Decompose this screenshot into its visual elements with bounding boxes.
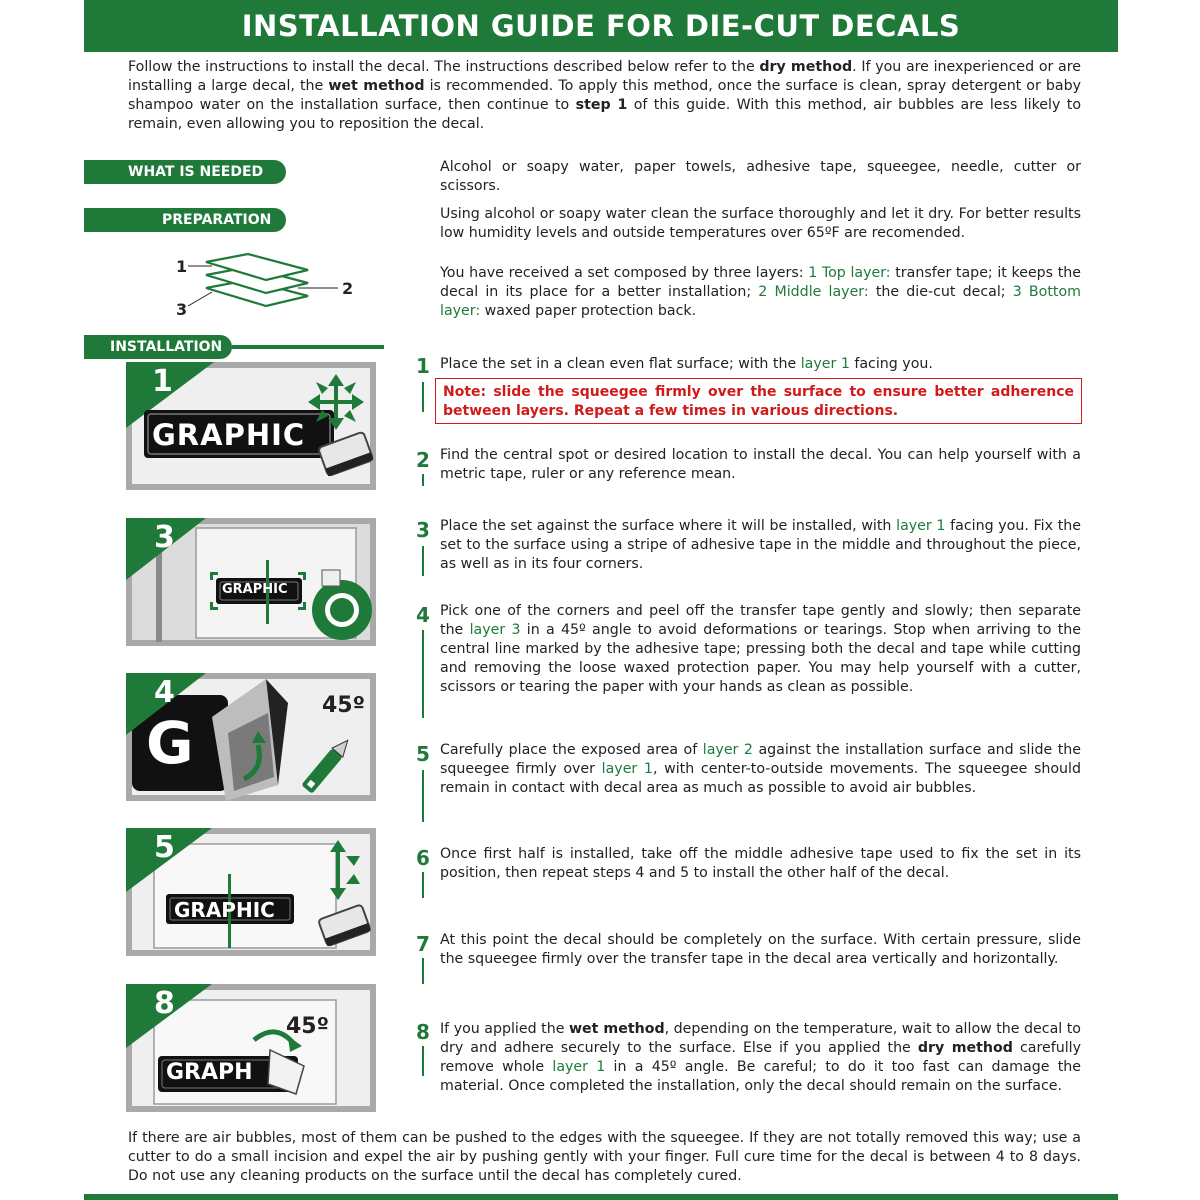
layer-label-2: 2	[342, 279, 354, 298]
intro-bold-step-1: step 1	[575, 97, 628, 113]
panel-4-decal-word: G	[146, 709, 194, 777]
section-installation: INSTALLATION	[84, 335, 232, 359]
intro-text: of this guide. With this method, air bubbles are less likely to remain, even allowing you to reposition the decal.	[128, 97, 1081, 132]
step-5-line	[422, 770, 424, 822]
step-2-line	[422, 474, 424, 486]
step-7-text: At this point the decal should be completely on the surface. With certain pressure, slide the squeegee firmly over the transfer tape in the decal area vertically and horizontally.	[440, 932, 1081, 967]
step-text-part: facing you. Fix the set to the surface using a stripe of adhesive tape in the middle and throughout the piece, as well as in its four corners.	[440, 518, 1082, 572]
step-text-part: Carefully place the exposed area of	[440, 742, 703, 758]
illustration-step-4	[126, 673, 376, 801]
panel-8-decal-word: GRAPH	[166, 1060, 253, 1085]
step-3-text	[440, 517, 1081, 574]
layer-2-highlight: 2 Middle layer:	[758, 284, 869, 300]
footer-note: If there are air bubbles, most of them can be pushed to the edges with the squeegee. If they are not totally removed this way; use a cutter to do a small incision and expel the air by pushing gently with your finger. Full cure time for the decal is between 4 to 8 days. Do not use any cleaning products on the surface until the decal has completely cured.	[128, 1130, 1081, 1184]
panel-1-decal-word: GRAPHIC	[152, 418, 306, 452]
step-4-text	[440, 602, 1081, 697]
bold-wet-method: wet method	[568, 1021, 665, 1037]
panel-3-decal-word: GRAPHIC	[222, 582, 288, 597]
step-4-line	[422, 630, 424, 718]
step-1-text	[440, 355, 1081, 374]
panel-5-number: 5	[154, 830, 175, 865]
bottom-bar	[84, 1194, 1118, 1200]
step-1-number: 1	[416, 354, 430, 378]
illustration-step-8	[126, 984, 376, 1112]
layers-text-part: You have received a set composed by three layers:	[440, 265, 809, 281]
layer-highlight: layer 1	[601, 761, 653, 777]
step-text-part: in a 45º angle to avoid deformations or tearings. Stop when arriving to the central line marked by the adhesive tape; pressing both the decal and tape while cutting and removing the loose waxed protection paper. You may help yourself with a cutter, scissors or tearing the paper with your hands as clean as possible.	[440, 622, 1081, 695]
step-6-line	[422, 872, 424, 898]
panel-4-angle-label: 45º	[322, 693, 366, 718]
step-2-text: Find the central spot or desired location to install the decal. You can help yourself with a metric tape, ruler or any reference mean.	[440, 447, 1081, 482]
layers-diagram	[170, 244, 360, 326]
page-title: INSTALLATION GUIDE FOR DIE-CUT DECALS	[84, 0, 1118, 52]
step-text-part: Place the set against the surface where it will be installed, with	[440, 518, 897, 534]
step-8-number: 8	[416, 1020, 430, 1044]
installation-divider	[232, 345, 384, 349]
bold-dry-method: dry method	[917, 1040, 1013, 1056]
panel-4-number: 4	[154, 675, 175, 710]
illustration-step-5	[126, 828, 376, 956]
layer-label-1: 1	[176, 257, 188, 276]
step-1-note: Note: slide the squeegee firmly over the surface to ensure better adherence between layers. Repeat a few times in various directions.	[435, 378, 1082, 424]
step-text-part: in a 45º angle. Be careful; to do it too fast can damage the material. Once completed the installation, only the decal should remain on the surface.	[440, 1059, 1081, 1094]
step-text-part: Place the set in a clean even flat surface; with the	[440, 356, 801, 372]
intro-text: is recommended. To apply this method, once the surface is clean, spray detergent or baby shampoo water on the installation surface, then continue to	[128, 78, 1081, 113]
step-4-number: 4	[416, 603, 430, 627]
step-1-line	[422, 382, 424, 412]
step-7-line	[422, 958, 424, 984]
illustration-step-3	[126, 518, 376, 646]
layer-1-highlight: 1 Top layer:	[808, 265, 891, 281]
layers-text-part: the die-cut decal;	[868, 284, 1013, 300]
layers-text-part: transfer tape; it keeps the decal in its place for a better installation;	[440, 265, 1082, 300]
step-text-part: , depending on the temperature, wait to allow the decal to dry and adhere securely to the surface. Else if you applied the	[440, 1021, 1081, 1056]
step-6-text: Once first half is installed, take off the middle adhesive tape used to fix the set in its position, then repeat steps 4 and 5 to install the other half of the decal.	[440, 846, 1081, 881]
step-text-part: Pick one of the corners and peel off the transfer tape gently and slowly; then separate the	[440, 603, 1081, 638]
section-what-is-needed: WHAT IS NEEDED	[84, 160, 286, 184]
step-text-part: , with center-to-outside movements. The squeegee should remain in contact with decal area as much as possible to avoid air bubbles.	[440, 761, 1081, 796]
layers-text-part: waxed paper protection back.	[480, 303, 697, 319]
step-text-part: against the installation surface and slide the squeegee firmly over	[440, 742, 1081, 777]
step-8-text	[440, 1020, 1081, 1096]
layer-highlight: layer 1	[896, 518, 946, 534]
intro-paragraph	[128, 58, 1081, 134]
panel-1-number: 1	[152, 364, 173, 399]
layer-highlight: layer 3	[469, 622, 521, 638]
step-text-part: If you applied the	[440, 1021, 569, 1037]
panel-5-decal-word: GRAPHIC	[174, 898, 275, 922]
section-preparation: PREPARATION	[84, 208, 286, 232]
layers-text	[440, 264, 1081, 321]
panel-8-number: 8	[154, 986, 175, 1021]
step-7-number: 7	[416, 932, 430, 956]
step-2-number: 2	[416, 448, 430, 472]
intro-bold-dry-method: dry method	[759, 59, 853, 75]
layer-highlight: layer 1	[552, 1059, 606, 1075]
panel-3-number: 3	[154, 520, 175, 555]
layer-highlight: layer 1	[800, 356, 850, 372]
step-text-part: carefully remove whole	[440, 1040, 1081, 1075]
needed-text: Alcohol or soapy water, paper towels, adhesive tape, squeegee, needle, cutter or scissors.	[440, 159, 1081, 194]
step-text-part: facing you.	[849, 356, 933, 372]
layer-label-3: 3	[176, 300, 188, 319]
step-6-number: 6	[416, 846, 430, 870]
step-5-number: 5	[416, 742, 430, 766]
step-8-line	[422, 1046, 424, 1076]
intro-text: . If you are inexperienced or are installing a large decal, the	[128, 59, 1081, 94]
panel-8-angle-label: 45º	[286, 1014, 330, 1039]
step-3-line	[422, 546, 424, 576]
step-5-text	[440, 741, 1081, 798]
illustration-step-1	[126, 362, 376, 490]
layer-highlight: layer 2	[702, 742, 753, 758]
preparation-text: Using alcohol or soapy water clean the surface thoroughly and let it dry. For better results low humidity levels and outside temperatures over 65ºF are recomended.	[440, 206, 1081, 241]
intro-bold-wet-method: wet method	[328, 78, 425, 94]
step-3-number: 3	[416, 518, 430, 542]
layer-3-highlight: 3 Bottom layer:	[440, 284, 1081, 319]
intro-text: Follow the instructions to install the decal. The instructions described below refer to the	[128, 59, 760, 75]
